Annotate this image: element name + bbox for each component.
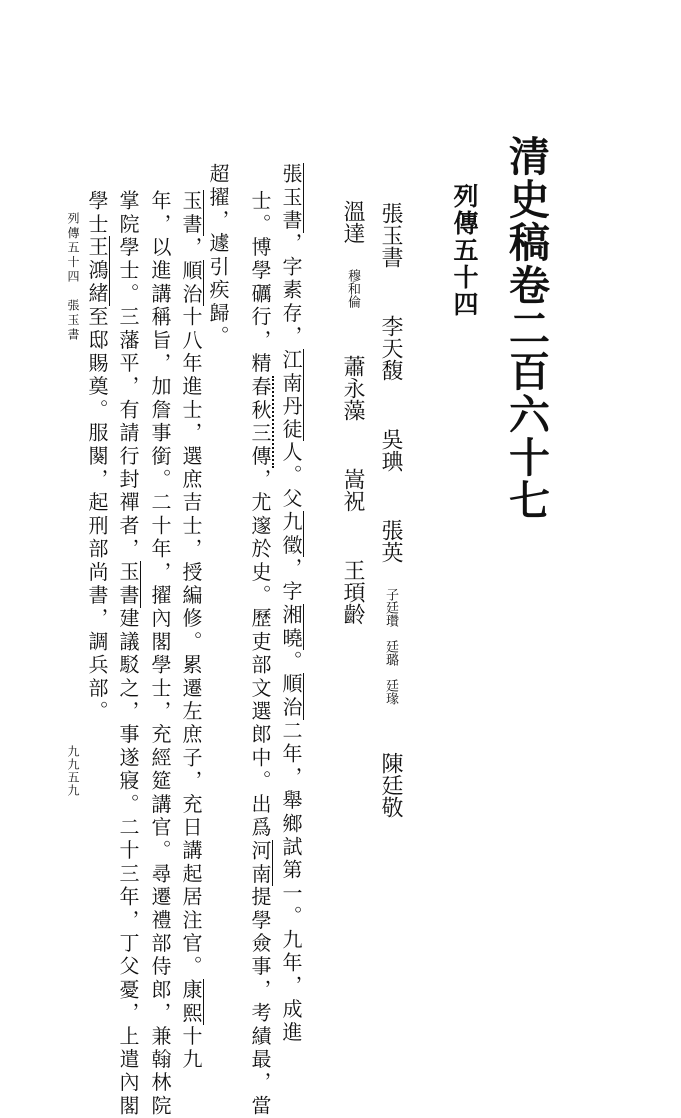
page-number: 九九五九 <box>66 745 80 797</box>
proper-name: 王鴻緒 <box>85 236 109 307</box>
text-run: 建議駁之，事遂寢。二十三年，丁父憂，上遣內閣 <box>116 607 140 1118</box>
name-song-zhu: 嵩祝 <box>340 468 365 512</box>
chapter-subtitle: 列傳五十四 <box>450 183 479 318</box>
text-run: 提學僉事，考績最，當 <box>248 886 272 1118</box>
text-run: 十八年進士，選庶吉士，授編修。累遷左庶子，充日講起居注官。 <box>179 306 203 979</box>
name-wu-ying: 吳琠 <box>378 428 403 472</box>
body-column-1 <box>281 163 301 1045</box>
era-name: 順治 <box>279 673 303 720</box>
body-column-4 <box>181 190 201 1072</box>
name-wang-xuling: 王頊齡 <box>340 559 365 625</box>
name-chen-tingjing: 陳廷敬 <box>378 752 403 818</box>
text-run: 超擢，遽引疾歸。 <box>206 163 230 349</box>
body-column-3 <box>208 163 228 349</box>
text-run: 二年，舉鄉試第一。九年，成進 <box>279 719 303 1045</box>
text-run: ， <box>179 236 203 260</box>
book-title: 春秋三傳 <box>248 375 272 469</box>
text-run: 學士 <box>85 190 109 237</box>
text-run: ，尤邃於史。歷吏部文選郎中。出爲 <box>248 468 272 840</box>
place-name: 河南 <box>248 839 272 887</box>
text-run: 士。博學礪行，精 <box>248 190 272 376</box>
era-name: 康熙 <box>179 978 203 1026</box>
text-run: 年，以進講稱旨，加詹事銜。二十年，擢內閣學士，充經筵講官。尋遷禮部侍郎，兼翰林院 <box>148 190 172 1118</box>
sons-note: 子廷瓚 廷璐 廷瑑 <box>383 588 398 705</box>
text-run: ，字素存， <box>279 232 303 349</box>
text-run: ，字 <box>279 557 303 604</box>
proper-name: 玉書 <box>116 561 140 608</box>
name-zhang-ying: 張英 <box>378 519 403 563</box>
volume-title: 清史稿卷二百六十七 <box>502 135 550 522</box>
place-name: 江南丹徒 <box>279 348 303 442</box>
proper-name: 玉書 <box>179 190 203 237</box>
text-run: 掌院學士。三藩平，有請行封禪者， <box>116 190 140 562</box>
running-head: 列傳五十四 張玉書 <box>66 212 80 343</box>
name-wen-da: 溫達 <box>340 200 365 244</box>
name-xiao-yongzao: 蕭永藻 <box>340 355 365 421</box>
proper-name: 張玉書 <box>279 163 303 233</box>
proper-name: 湘曉 <box>279 603 303 651</box>
era-name: 順治 <box>179 259 203 307</box>
body-column-2 <box>250 190 270 1118</box>
text-run: 。 <box>279 650 303 674</box>
text-run: 十九 <box>179 1025 203 1072</box>
name-li-tianfu: 李天馥 <box>378 315 403 381</box>
body-column-5 <box>150 190 170 1118</box>
name-zhang-yushu: 張玉書 <box>378 202 403 268</box>
biography-names-line-2 <box>341 200 363 625</box>
biography-names-line-1 <box>379 202 401 818</box>
body-column-6 <box>118 190 138 1118</box>
name-muhelun: 穆和倫 <box>345 269 360 308</box>
proper-name: 九徵 <box>279 511 303 558</box>
text-run: 至邸賜奠。服闋，起刑部尚書，調兵部。 <box>85 306 109 724</box>
text-run: 人。父 <box>279 441 303 512</box>
body-column-7 <box>87 190 107 724</box>
